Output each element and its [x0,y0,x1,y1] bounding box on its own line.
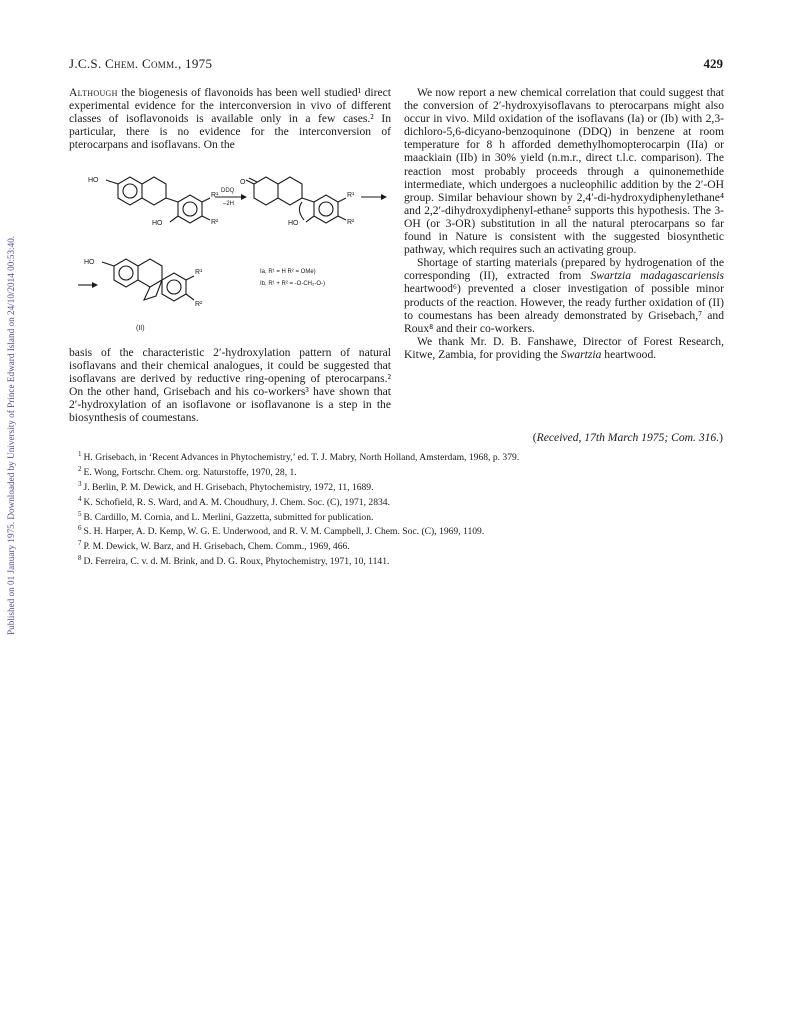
electron-push-arrow [299,202,304,220]
ho-label-bottom-b: HO [288,220,299,227]
quinone-b-ring [314,195,338,223]
results-paragraph: We now report a new chemical correlation that could suggest that the conversion of 2′-hydroxyisoflavans to pterocarpans might also occur in vivo. Mild oxidation of the isoflavans (Ia) or (Ib) with 2,3-dichloro-5,6-dicyano-benzoquinone (DDQ) in benzene at room temperature for 8 h afforded demethylhomopterocarpin (IIa) or maackiain (IIb) in 30% yield (n.m.r., direct t.l.c. comparison). The reaction most probably proceeds through a quinonemethide intermediate, which undergoes a nucleophilic addition by the 2′-OH group. Similar behaviour shown by 2,4′-di-hydroxydiphenylethane⁴ and 2,2′-dihydroxydiphenyl-ethane⁵ supports this hypothesis. The 3-OH (or 3-OR) substitution in all the natural pterocarpans so far found in Nature is consistent with the suggested biosynthetic pathway, which requires such an activating group. [404,86,724,257]
ack-species-name: Swartzia [560,347,602,361]
quinone-c-ring [278,177,302,205]
quinone-a-ring [254,177,278,205]
ho-label-bottom-a: HO [152,220,163,227]
download-notice: Published on 01 January 1975. Downloaded by University of Prince Edward Island on 24/10/2014 00:53:40. [6,235,16,635]
running-head-text: J.C.S. Chem. Comm., 1975 [69,56,213,71]
ack-text-b: heartwood. [601,347,657,361]
reference-item: $^7$ P. M. Dewick, W. Barz, and H. Grisebach, Chem. Comm., 1969, 466. [78,539,350,553]
reference-item: $^2$ E. Wong, Fortschr. Chem. org. Naturstoffe, 1970, 28, 1. [78,464,297,479]
r2-label-c: R² [195,301,203,308]
pterocarpan-c-ring [138,259,162,287]
reference-item: $^4$ K. Schofield, R. S. Ward, and A. M. Choudhury, J. Chem. Soc. (C), 1971, 2834. [78,494,390,508]
reference-item: $^8$ D. Ferreira, C. v. d. M. Brink, and D. G. Roux, Phytochemistry, 1971, 10, 1141. [78,554,390,568]
legend-ia: Ia, R¹ = H R² = OMe) [260,269,316,275]
r1-label-a: R¹ [211,192,219,199]
r1-label-b: R¹ [347,192,355,199]
intro-text: the biogenesis of flavonoids has been well studied¹ direct experimental evidence for the interconversion in vivo of different classes of isoflavonoids is available only in a few cases.² In particular, there is no evidence for the interconversion of pterocarpans and isoflavans. On the [69,86,391,152]
shortage-text-b: heartwood⁶) prevented a closer investigation of possible minor products of the reaction. However, the ready further oxidation of (II) to coumestans has been already demonstrated by Grisebach,⁷ and Roux⁸ and their co-workers. [404,282,724,335]
ho-label-product: HO [84,259,95,266]
received-open-paren: ( [532,431,537,444]
compound-label-ii: (II) [136,325,145,332]
ack-text-a: We thank Mr. D. B. Fanshawe, Director of Forest Research, Kitwe, Zambia, for providing the [404,334,724,361]
isoflavan-b-ring-aromatic [183,202,197,216]
acknowledgement-paragraph [404,335,724,361]
pterocarpan-d-ring [162,273,186,301]
species-name: Swartzia madagascariensis [590,269,724,283]
reagent-label: DDQ [221,188,235,194]
reference-item: $^1$ H. Grisebach, in ‘Recent Advances in Phytochemistry,’ ed. T. J. Mabry, North Holland, Amsterdam, 1968, p. 379. [78,450,520,464]
oxo-label: O [240,179,246,186]
ho-label-top-left: HO [88,177,99,184]
pterocarpan-furan-ring [144,280,162,300]
legend-ib: Ib, R¹ + R² = -O-CH₂-O-) [260,281,325,287]
intro-paragraph [69,86,391,151]
shortage-paragraph [404,256,724,335]
isoflavan-a-ring-aromatic [123,184,137,198]
reference-item: $^6$ S. H. Harper, A. D. Kemp, W. G. E. Underwood, and R. V. M. Campbell, J. Chem. Soc. (C), 1969, 1109. [78,524,485,538]
right-column [404,86,724,361]
running-head [69,56,212,72]
r2-label-b: R² [347,219,355,226]
isoflavan-c-ring [142,177,166,205]
reagent-loss-label: –2H [223,201,235,207]
page-number: 429 [703,56,723,71]
shortage-text-a: Shortage of starting materials (prepared by hydrogenation of the corresponding (II), extracted from [404,256,724,283]
r2-label-a: R² [211,219,219,226]
r1-label-c: R¹ [195,269,203,276]
lead-word: Although [69,86,118,99]
left-column-top [69,86,391,151]
received-line [533,431,723,444]
download-watermark [6,155,20,635]
reaction-scheme [78,170,398,342]
discussion-paragraph: basis of the characteristic 2′-hydroxylation pattern of natural isoflavans and their chemical analogues, it could be suggested that isoflavans are derived by reductive ring-opening of pterocarpans.² On the other hand, Grisebach and his co-workers³ have shown that 2′-hydroxylation of an isoflavone or isoflavanone is a step in the biosynthesis of coumestans. [69,346,391,425]
isoflavan-b-ring [178,195,202,223]
reference-item: $^3$ J. Berlin, P. M. Dewick, and H. Grisebach, Phytochemistry, 1972, 11, 1689. [78,479,374,493]
reaction-scheme-svg [78,170,398,342]
references [78,449,738,568]
isoflavan-ho-bond [106,180,118,184]
isoflavan-a-ring [118,177,142,205]
left-column-bottom [69,346,391,425]
isoflavan-link-bond [166,198,178,202]
pterocarpan-a-ring [114,259,138,287]
received-close-paren: ) [719,431,723,444]
reference-item: $^5$ B. Cardillo, M. Cornia, and L. Merlini, Gazzetta, submitted for publication. [78,509,374,523]
received-text: Received, 17th March 1975; Com. 316. [536,431,720,444]
